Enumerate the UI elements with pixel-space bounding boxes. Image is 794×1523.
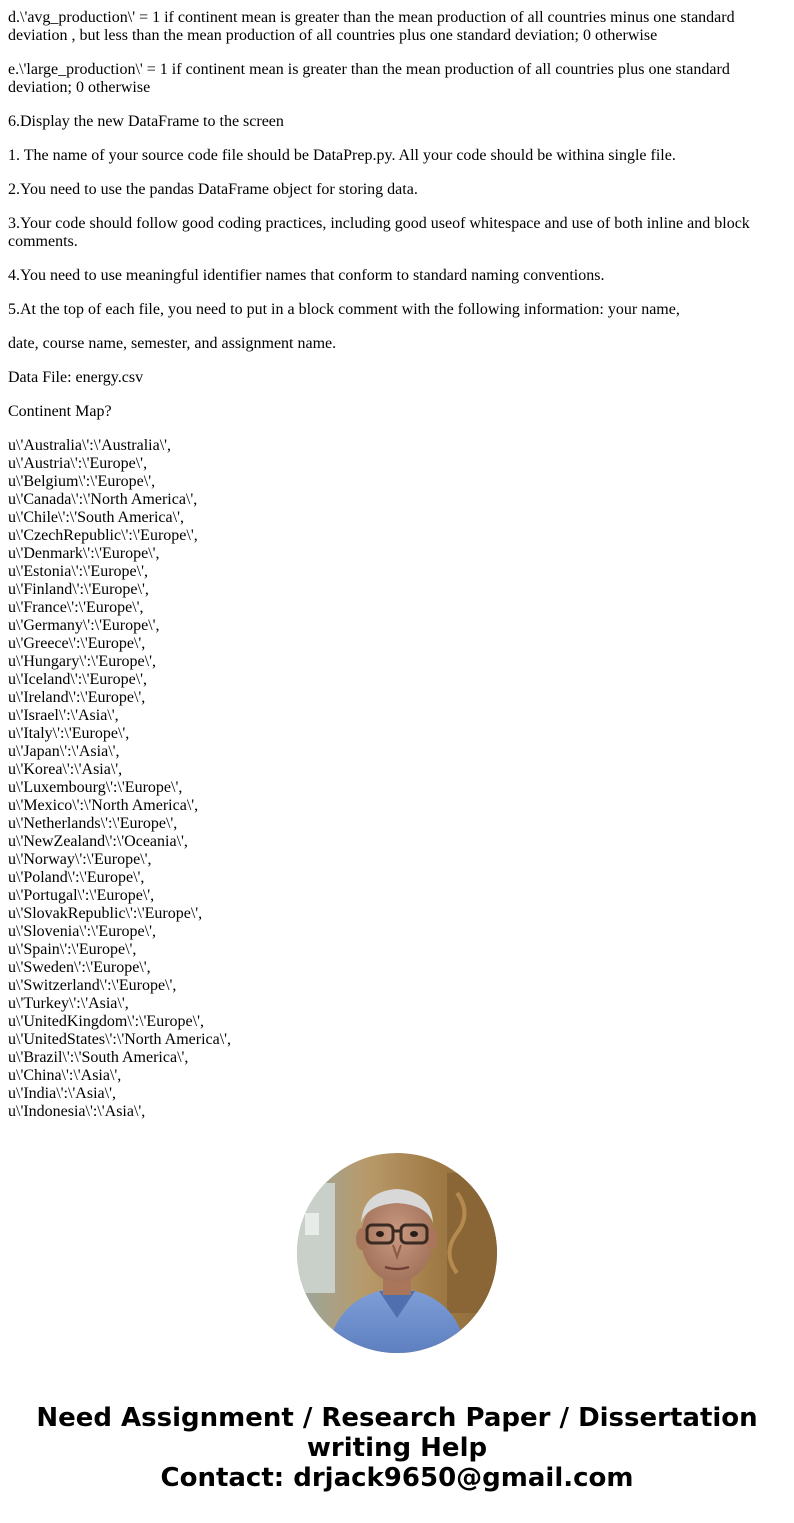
continent-map-entry: u\'Chile\':\'South America\', <box>8 509 184 526</box>
person-portrait-icon <box>297 1153 497 1353</box>
continent-map-entry: u\'Hungary\':\'Europe\', <box>8 653 156 670</box>
continent-map-entry: u\'CzechRepublic\':\'Europe\', <box>8 527 198 544</box>
continent-map-entry: u\'UnitedKingdom\':\'Europe\', <box>8 1013 204 1030</box>
continent-map-entry: u\'Sweden\':\'Europe\', <box>8 959 151 976</box>
continent-map-entry: u\'Estonia\':\'Europe\', <box>8 563 148 580</box>
paragraph-large-production: e.\'large_production\' = 1 if continent mean is greater than the mean production of all countries plus one standard deviation; 0 otherwise <box>8 61 730 96</box>
continent-map-entry: u\'Switzerland\':\'Europe\', <box>8 977 177 994</box>
continent-map-entry: u\'Iceland\':\'Europe\', <box>8 671 148 688</box>
continent-map-entry: u\'Japan\':\'Asia\', <box>8 743 120 760</box>
continent-map-entry: u\'Australia\':\'Australia\', <box>8 437 172 454</box>
continent-map-entry: u\'India\':\'Asia\', <box>8 1085 116 1102</box>
continent-map-entry: u\'Luxembourg\':\'Europe\', <box>8 779 183 796</box>
requirement-block-comment-details: date, course name, semester, and assignment name. <box>8 335 337 352</box>
continent-map-entry: u\'Belgium\':\'Europe\', <box>8 473 156 490</box>
contact-banner <box>0 1403 794 1493</box>
continent-map-list <box>8 437 786 1121</box>
continent-map-entry: u\'Spain\':\'Europe\', <box>8 941 137 958</box>
continent-map-entry: u\'Netherlands\':\'Europe\', <box>8 815 178 832</box>
continent-map-entry: u\'Slovenia\':\'Europe\', <box>8 923 156 940</box>
continent-map-entry: u\'SlovakRepublic\':\'Europe\', <box>8 905 203 922</box>
paragraph-avg-production: d.\'avg_production\' = 1 if continent mean is greater than the mean production of all countries minus one standard deviation , but less than the mean production of all countries plus one standard deviation; 0 otherwise <box>8 9 735 44</box>
continent-map-entry: u\'NewZealand\':\'Oceania\', <box>8 833 188 850</box>
document-body <box>8 9 786 1121</box>
author-photo <box>297 1153 497 1353</box>
continent-map-entry: u\'UnitedStates\':\'North America\', <box>8 1031 232 1048</box>
banner-line-writing-help: writing Help <box>306 1433 488 1463</box>
continent-map-entry: u\'China\':\'Asia\', <box>8 1067 122 1084</box>
banner-line-need-help: Need Assignment / Research Paper / Dissertation <box>36 1403 758 1433</box>
continent-map-entry: u\'Brazil\':\'South America\', <box>8 1049 189 1066</box>
continent-map-entry: u\'Portugal\':\'Europe\', <box>8 887 155 904</box>
continent-map-heading: Continent Map? <box>8 403 112 420</box>
continent-map-entry: u\'Norway\':\'Europe\', <box>8 851 152 868</box>
requirement-coding-practices: 3.Your code should follow good coding practices, including good useof whitespace and use of both inline and block comments. <box>8 215 750 250</box>
continent-map-entry: u\'Indonesia\':\'Asia\', <box>8 1103 146 1120</box>
paragraph-display-dataframe: 6.Display the new DataFrame to the screen <box>8 113 284 130</box>
data-file-label: Data File: energy.csv <box>8 369 144 386</box>
continent-map-entry: u\'Greece\':\'Europe\', <box>8 635 146 652</box>
continent-map-entry: u\'Austria\':\'Europe\', <box>8 455 148 472</box>
continent-map-entry: u\'Denmark\':\'Europe\', <box>8 545 160 562</box>
continent-map-entry: u\'Germany\':\'Europe\', <box>8 617 160 634</box>
requirement-identifiers: 4.You need to use meaningful identifier names that conform to standard naming conventions. <box>8 267 605 284</box>
continent-map-entry: u\'Ireland\':\'Europe\', <box>8 689 146 706</box>
continent-map-entry: u\'Canada\':\'North America\', <box>8 491 198 508</box>
continent-map-entry: u\'Italy\':\'Europe\', <box>8 725 130 742</box>
continent-map-entry: u\'Poland\':\'Europe\', <box>8 869 145 886</box>
continent-map-entry: u\'Korea\':\'Asia\', <box>8 761 123 778</box>
continent-map-entry: u\'Israel\':\'Asia\', <box>8 707 119 724</box>
continent-map-entry: u\'Mexico\':\'North America\', <box>8 797 199 814</box>
requirement-source-file: 1. The name of your source code file should be DataPrep.py. All your code should be withina single file. <box>8 147 676 164</box>
continent-map-entry: u\'Turkey\':\'Asia\', <box>8 995 129 1012</box>
banner-line-contact: Contact: drjack9650@gmail.com <box>160 1463 634 1493</box>
continent-map-entry: u\'Finland\':\'Europe\', <box>8 581 149 598</box>
continent-map-entry: u\'France\':\'Europe\', <box>8 599 144 616</box>
requirement-block-comment: 5.At the top of each file, you need to put in a block comment with the following information: your name, <box>8 301 680 318</box>
requirement-pandas: 2.You need to use the pandas DataFrame object for storing data. <box>8 181 418 198</box>
